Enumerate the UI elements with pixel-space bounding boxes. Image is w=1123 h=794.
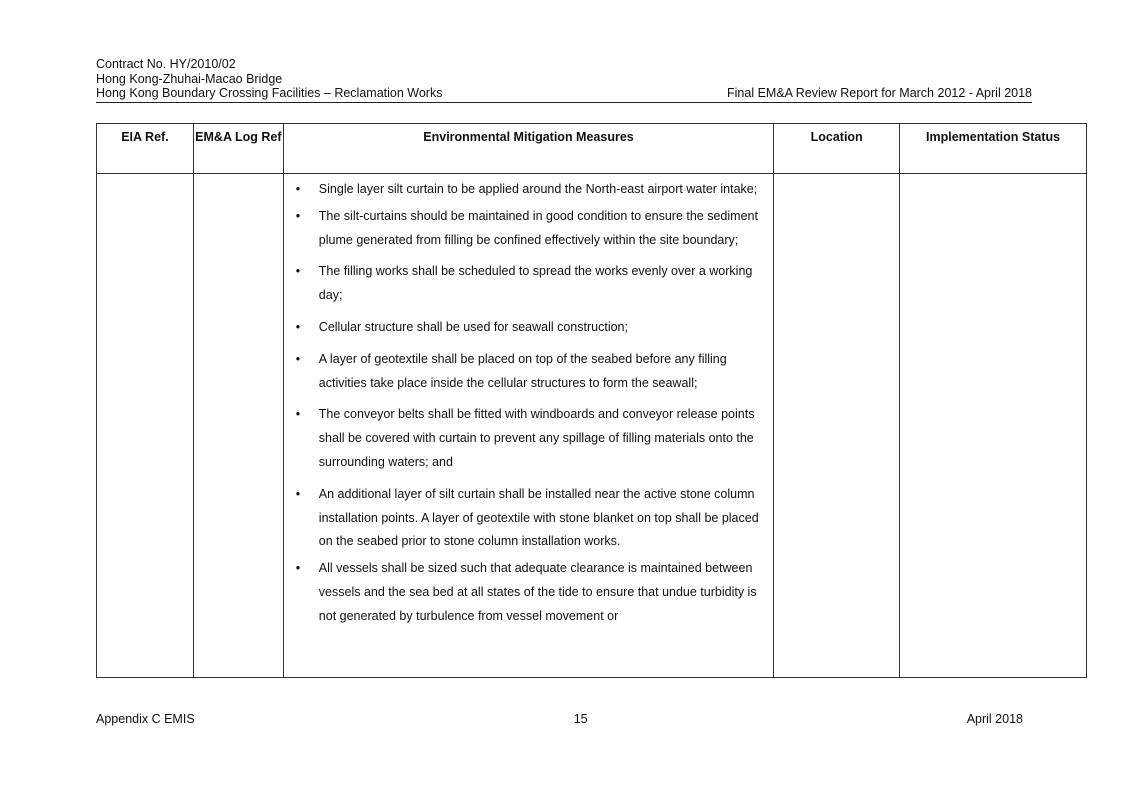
page-number: 15 bbox=[573, 712, 588, 726]
report-title: Final EM&A Review Report for March 2012 - April 2018 bbox=[727, 86, 1032, 100]
list-item: • The silt-curtains should be maintained in good condition to ensure the sediment plume generated from filling be confined effectively within the site boundary; bbox=[284, 205, 765, 253]
eia-ref-cell bbox=[97, 174, 194, 678]
column-header-implementation-status: Implementation Status bbox=[900, 124, 1087, 174]
list-item: • Single layer silt curtain to be applied around the North-east airport water intake; bbox=[284, 178, 765, 202]
table-header-row bbox=[97, 124, 1087, 174]
footer-appendix-label: Appendix C EMIS bbox=[96, 712, 195, 726]
location-cell bbox=[774, 174, 900, 678]
measures-list bbox=[284, 174, 773, 629]
mitigation-measures-table bbox=[96, 123, 1087, 678]
header-rule-line bbox=[96, 86, 1032, 103]
ema-log-ref-cell bbox=[193, 174, 283, 678]
list-item: • Cellular structure shall be used for seawall construction; bbox=[284, 316, 765, 340]
list-item: • The filling works shall be scheduled to spread the works evenly over a working day; bbox=[284, 260, 765, 308]
table-row bbox=[97, 174, 1087, 678]
footer-date: April 2018 bbox=[966, 712, 1023, 726]
project-name: Hong Kong-Zhuhai-Macao Bridge bbox=[96, 71, 283, 86]
list-item: • All vessels shall be sized such that adequate clearance is maintained between vessels and the sea bed at all states of the tide to ensure that undue turbidity is not generated by turbulence from vessel movement or bbox=[284, 557, 765, 628]
contract-number: Contract No. HY/2010/02 bbox=[96, 57, 236, 71]
column-header-mitigation-measures: Environmental Mitigation Measures bbox=[283, 124, 773, 174]
column-header-location: Location bbox=[774, 124, 900, 174]
document-header bbox=[96, 57, 1032, 103]
implementation-status-cell bbox=[900, 174, 1087, 678]
list-item: • An additional layer of silt curtain shall be installed near the active stone column installation points. A layer of geotextile with stone blanket on top shall be placed on the seabed prior to stone column installation works. bbox=[284, 483, 765, 554]
measures-cell bbox=[283, 174, 773, 678]
column-header-ema-log-ref: EM&A Log Ref bbox=[193, 124, 283, 174]
list-item: • The conveyor belts shall be fitted with windboards and conveyor release points shall be covered with curtain to prevent any spillage of filling materials onto the surrounding waters; and bbox=[284, 403, 765, 474]
document-footer bbox=[96, 712, 1023, 726]
facility-name: Hong Kong Boundary Crossing Facilities – Reclamation Works bbox=[96, 86, 443, 100]
list-item: • A layer of geotextile shall be placed on top of the seabed before any filling activities take place inside the cellular structures to form the seawall; bbox=[284, 348, 765, 396]
column-header-eia-ref: EIA Ref. bbox=[97, 124, 194, 174]
